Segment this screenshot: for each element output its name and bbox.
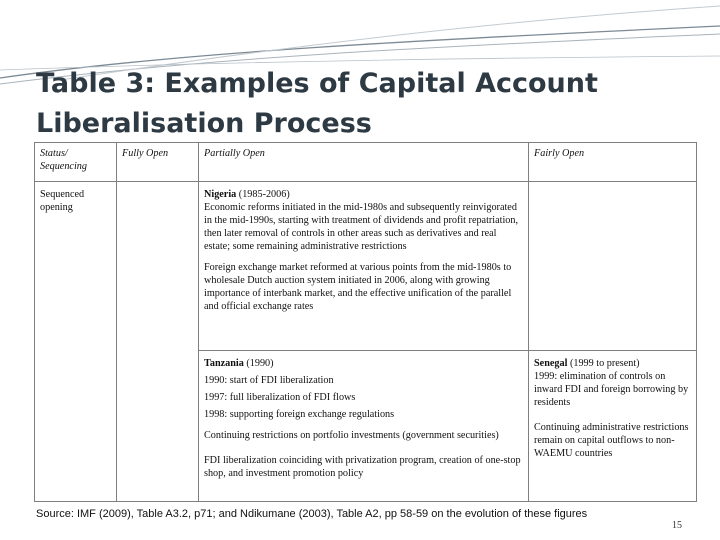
- cell-fairly-open-empty: [529, 182, 697, 351]
- table-row-nigeria: [35, 182, 697, 351]
- tanzania-text-3: FDI liberalization coinciding with privatization program, creation of one-stop shop, and investment promotion policy: [204, 455, 521, 479]
- cell-senegal: [529, 351, 697, 502]
- header-status: Status/ Sequencing: [35, 143, 117, 182]
- country-senegal: Senegal: [534, 358, 568, 369]
- page-title: Table 3: Examples of Capital Account Liberalisation Process: [36, 68, 598, 139]
- cell-fully-open-empty: [117, 182, 199, 502]
- nigeria-text-1: Economic reforms initiated in the mid-1980s and subsequently reinvigorated in the mid-1990s, starting with treatment of dividends and profit repatriation, then later removal of controls in other areas such as derivatives and real estate; some remaining administrative restrictions: [204, 202, 519, 252]
- page-number: 15: [672, 520, 682, 531]
- tanzania-line-3: 1998: supporting foreign exchange regulations: [204, 409, 395, 420]
- nigeria-text-2: Foreign exchange market reformed at various points from the mid-1980s to wholesale Dutch auction system initiated in 2006, along with growing importance of interbank market, and the effective unification of the parallel and official exchange rates: [204, 262, 512, 312]
- cell-tanzania: [199, 351, 529, 502]
- senegal-text-2: Continuing administrative restrictions remain on capital outflows to non-WAEMU countries: [534, 422, 689, 459]
- tanzania-years: (1990): [243, 358, 274, 369]
- senegal-block-1: [534, 357, 691, 409]
- nigeria-block-1: [204, 188, 523, 253]
- tanzania-text-2: Continuing restrictions on portfolio investments (government securities): [204, 430, 499, 441]
- nigeria-years: (1985-2006): [236, 189, 290, 200]
- header-partially-open: Partially Open: [199, 143, 529, 182]
- senegal-years: (1999 to present): [567, 358, 640, 369]
- tanzania-block-1: [204, 357, 523, 421]
- row-label-sequenced-opening: Sequenced opening: [35, 182, 117, 502]
- source-note: Source: IMF (2009), Table A3.2, p71; and Ndikumane (2003), Table A2, pp 58-59 on the evolution of these figures: [36, 508, 588, 520]
- header-fairly-open: Fairly Open: [529, 143, 697, 182]
- country-tanzania: Tanzania: [204, 358, 244, 369]
- table-header-row: [35, 143, 697, 182]
- country-nigeria: Nigeria: [204, 189, 237, 200]
- tanzania-line-2: 1997: full liberalization of FDI flows: [204, 392, 356, 403]
- header-fully-open: Fully Open: [117, 143, 199, 182]
- tanzania-line-1: 1990: start of FDI liberalization: [204, 375, 334, 386]
- senegal-text-1: 1999: elimination of controls on inward FDI and foreign borrowing by residents: [534, 371, 689, 408]
- liberalisation-table: [34, 142, 697, 502]
- cell-nigeria: [199, 182, 529, 351]
